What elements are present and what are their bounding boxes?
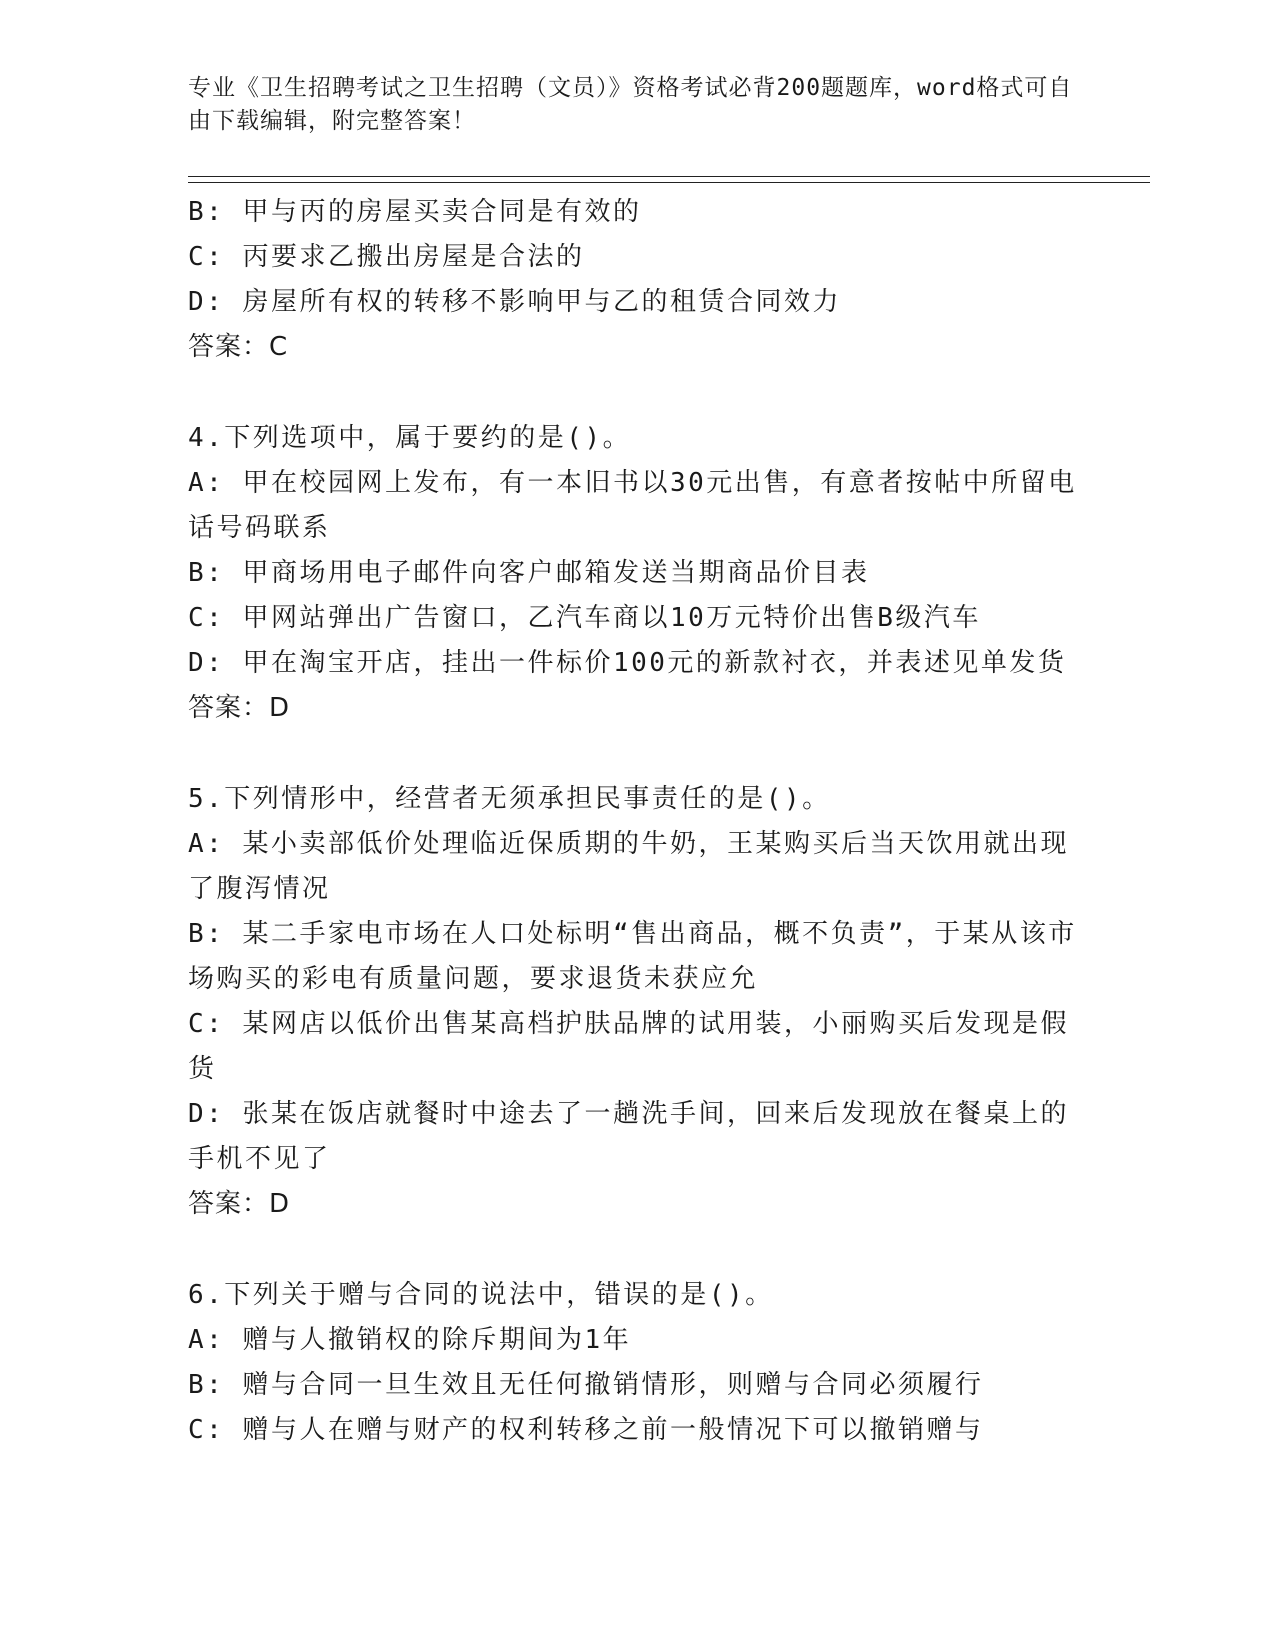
option-d: D: 张某在饭店就餐时中途去了一趟洗手间，回来后发现放在餐桌上的手机不见了 <box>188 1099 1069 1174</box>
header-divider-top <box>188 176 1150 177</box>
option-d: D: 房屋所有权的转移不影响甲与乙的租赁合同效力 <box>188 287 841 317</box>
option-b: B: 赠与合同一旦生效且无任何撤销情形，则赠与合同必须履行 <box>188 1370 984 1400</box>
spacer <box>188 731 1078 777</box>
option-b: B: 甲商场用电子邮件向客户邮箱发送当期商品价目表 <box>188 558 870 588</box>
header-text: 专业《卫生招聘考试之卫生招聘（文员）》资格考试必背200题题库，word格式可自由下载编辑，附完整答案！ <box>188 75 1073 134</box>
option-c: C: 某网店以低价出售某高档护肤品牌的试用装，小丽购买后发现是假货 <box>188 1009 1069 1084</box>
question-stem: 5.下列情形中，经营者无须承担民事责任的是()。 <box>188 784 831 814</box>
option-b: B: 甲与丙的房屋买卖合同是有效的 <box>188 197 642 227</box>
question-stem: 4.下列选项中，属于要约的是()。 <box>188 423 632 453</box>
question-4 <box>188 416 1078 731</box>
question-6 <box>188 1273 1078 1453</box>
question-5 <box>188 777 1078 1227</box>
option-a: A: 赠与人撤销权的除斥期间为1年 <box>188 1325 632 1355</box>
question-list <box>188 190 1078 1453</box>
answer: 答案：D <box>188 693 291 723</box>
option-b: B: 某二手家电市场在人口处标明“售出商品，概不负责”，于某从该市场购买的彩电有质量问题，要求退货未获应允 <box>188 919 1077 994</box>
spacer <box>188 1227 1078 1273</box>
page-header <box>188 72 1078 138</box>
header-divider-bottom <box>188 182 1150 183</box>
option-a: A: 某小卖部低价处理临近保质期的牛奶，王某购买后当天饮用就出现了腹泻情况 <box>188 829 1069 904</box>
question-stem: 6.下列关于赠与合同的说法中，错误的是()。 <box>188 1280 774 1310</box>
spacer <box>188 370 1078 416</box>
answer: 答案：D <box>188 1189 291 1219</box>
option-d: D: 甲在淘宝开店，挂出一件标价100元的新款衬衣，并表述见单发货 <box>188 648 1067 678</box>
question-3 <box>188 190 1078 370</box>
option-a: A: 甲在校园网上发布，有一本旧书以30元出售，有意者按帖中所留电话号码联系 <box>188 468 1077 543</box>
option-c: C: 丙要求乙搬出房屋是合法的 <box>188 242 585 272</box>
option-c: C: 赠与人在赠与财产的权利转移之前一般情况下可以撤销赠与 <box>188 1415 984 1445</box>
option-c: C: 甲网站弹出广告窗口，乙汽车商以10万元特价出售B级汽车 <box>188 603 981 633</box>
answer: 答案：C <box>188 332 289 362</box>
